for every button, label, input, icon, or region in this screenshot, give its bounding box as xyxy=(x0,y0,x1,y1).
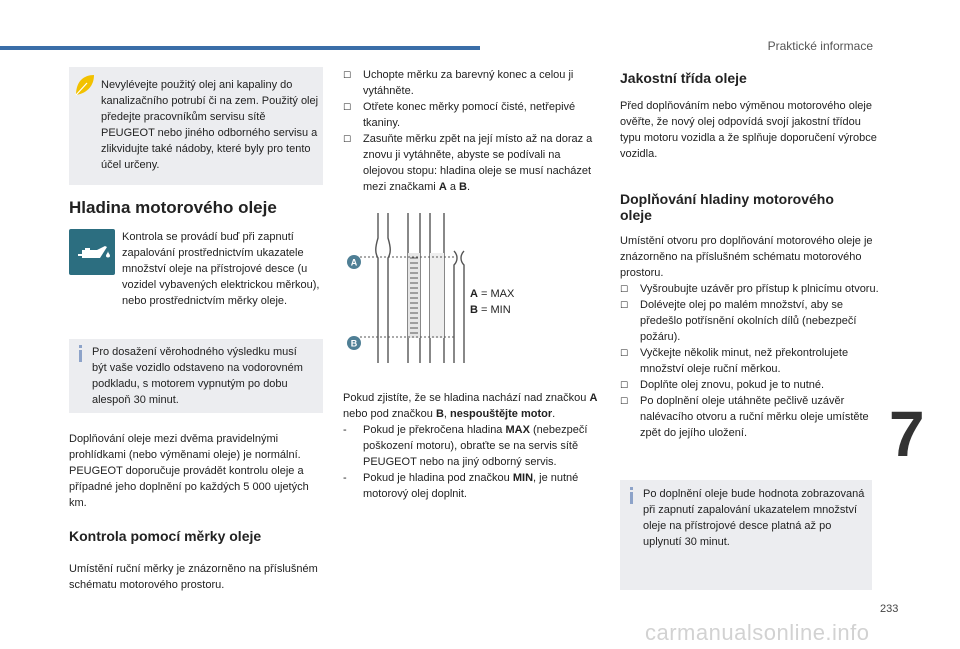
oil-topup-paragraph: Doplňování oleje mezi dvěma pravidelnými prohlídkami (nebo výměnami oleje) je normální. PEUGEOT doporučuje provádět kontrolu oleje a případné jeho doplnění po každých 5 000 ujetých km. xyxy=(69,433,309,509)
subheading-dipstick: Kontrola pomocí měrky oleje xyxy=(69,528,262,544)
checkbox-bullet-icon: ☐ xyxy=(343,134,352,144)
figure-legend: A = MAX B = MIN xyxy=(470,288,515,316)
level-warning-text: Pokud zjistíte, že se hladina nachází nad značkou A nebo pod značkou B, nespouštějte motor. - Pokud je překročena hladina MAX (nebezpečí poškození motoru), obraťte se na servis sítě PEUGEOT nebo na jiný odborný servis. - Pokud je hladina pod značkou MIN, je nutné motorový olej doplnit. xyxy=(343,390,603,502)
list-item: - Pokud je překročena hladina MAX (nebezpečí poškození motoru), obraťte se na servis sítě PEUGEOT nebo na jiný odborný servis. xyxy=(343,424,588,468)
heading-oil-grade: Jakostní třída oleje xyxy=(620,70,747,86)
dipstick-diagram xyxy=(342,213,472,363)
list-item: ☐ Doplňte olej znovu, pokud je to nutné. xyxy=(620,379,825,391)
dipstick-location-text: Umístění ruční měrky je znázorněno na příslušném schématu motorového prostoru. xyxy=(69,563,318,591)
info-icon xyxy=(79,345,82,348)
list-item: ☐ Otřete konec měrky pomocí čisté, netřepivé tkaniny. xyxy=(343,101,576,129)
chapter-number: 7 xyxy=(889,398,925,470)
page-number: 233 xyxy=(880,603,899,615)
list-item: - Pokud je hladina pod značkou MIN, je nutné motorový olej doplnit. xyxy=(343,472,579,500)
dipstick-outline xyxy=(376,213,378,363)
list-item: ☐ Dolévejte olej po malém množství, aby se předešlo potřísnění okolních dílů (nebezpečí požáru). xyxy=(620,299,857,343)
info-text-indicator: Po doplnění oleje bude hodnota zobrazovaná při zapnutí zapalování ukazatelem množství oleje na přístrojové desce platná až po uplynutí 30 minut. xyxy=(643,488,865,548)
info-text-level-check: Pro dosažení věrohodného výsledku musí být vaše vozidlo odstaveno na vodorovném podkladu, s motorem vypnutým po dobu alespoň 30 minut. xyxy=(92,346,303,406)
heading-oil-topup: Doplňování hladiny motorového oleje xyxy=(620,191,834,223)
checkbox-bullet-icon: ☐ xyxy=(620,300,629,310)
info-icon-bar xyxy=(630,492,633,504)
watermark: carmanualsonline.info xyxy=(645,620,870,645)
list-item: ☐ Vyšroubujte uzávěr pro přístup k plnicímu otvoru. xyxy=(620,283,879,295)
checkbox-bullet-icon: ☐ xyxy=(343,102,352,112)
section-heading-oil-level: Hladina motorového oleje xyxy=(69,198,277,217)
checkbox-bullet-icon: ☐ xyxy=(343,70,352,80)
checkbox-bullet-icon: ☐ xyxy=(620,380,629,390)
topup-steps: Umístění otvoru pro doplňování motorového oleje je znázorněno na příslušném schématu motorového prostoru. ☐ Vyšroubujte uzávěr pro přístup k plnicímu otvoru. ☐ Dolévejte olej po malém množství, aby se předešlo potřísnění okolních dílů (nebezpečí požáru). ☐ Vyčkejte několik minut, než překontrolujete množství oleje ruční měrkou. ☐ Doplňte olej znovu, pokud je to nutné. ☐ Po doplnění oleje utáhněte pečlivě uzávěr nalévacího otvoru a ruční měrku oleje umístěte zpět do jejího uložení. xyxy=(620,235,879,439)
header-accent-bar xyxy=(0,46,480,50)
leaf-tip-icon xyxy=(74,73,96,97)
checkbox-bullet-icon: ☐ xyxy=(620,284,629,294)
info-icon-bar xyxy=(79,350,82,362)
dipstick-steps xyxy=(343,67,601,195)
oil-grade-text: Před doplňováním nebo výměnou motorového oleje ověřte, že nový olej odpovídá svojí jakostní třídou typu motoru vozidla a že splňuje doporučení výrobce vozidla. xyxy=(620,100,877,160)
label-a: A xyxy=(350,257,358,268)
checkbox-bullet-icon: ☐ xyxy=(620,348,629,358)
checkbox-bullet-icon: ☐ xyxy=(620,396,629,406)
tip-text: Nevylévejte použitý olej ani kapaliny do kanalizačního potrubí či na zem. Použitý olej předejte pracovníkům servisu sítě PEUGEOT nebo jiného odborného servisu a zlikvidujte také nádoby, které byly pro tento účel určeny. xyxy=(101,79,319,171)
list-item: ☐ Po doplnění oleje utáhněte pečlivě uzávěr nalévacího otvoru a ruční měrku oleje umístěte zpět do jejího uložení. xyxy=(620,395,869,439)
oil-can-icon xyxy=(69,229,115,275)
info-icon xyxy=(630,487,633,490)
list-item: ☐ Uchopte měrku za barevný konec a celou ji vytáhněte. xyxy=(343,69,574,97)
oil-indicator-text: Kontrola se provádí buď při zapnutí zapalování prostřednictvím ukazatele množství oleje na přístrojové desce (u vozidel vybavených elektrickou měrkou), nebo prostřednictvím měrky oleje. xyxy=(122,231,320,307)
label-b: B xyxy=(350,338,358,349)
section-title: Praktické informace xyxy=(767,39,873,53)
list-item: ☐ Zasuňte měrku zpět na její místo až na doraz a znovu ji vytáhněte, abyste se podívali na olejovou stopu: hladina oleje se musí nacházet mezi značkami A a B. xyxy=(343,133,593,193)
list-item: ☐ Vyčkejte několik minut, než překontrolujete množství oleje ruční měrkou. xyxy=(620,347,849,375)
